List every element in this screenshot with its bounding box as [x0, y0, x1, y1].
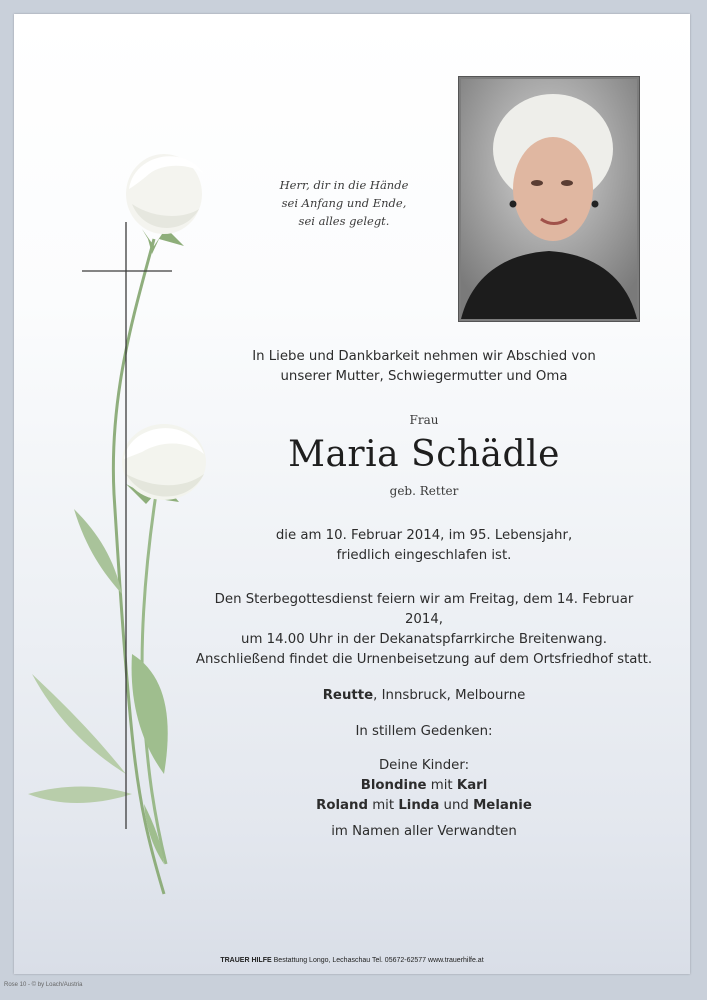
family-member: Melanie	[473, 798, 532, 813]
service-line: Anschließend findet die Urnenbeisetzung auf dem Ortsfriedhof statt.	[195, 652, 653, 667]
intro-text	[194, 347, 654, 387]
verse-line: Herr, dir in die Hände	[279, 178, 409, 192]
places-line	[194, 686, 654, 706]
family-member: Blondine	[360, 778, 427, 793]
portrait-image	[461, 79, 637, 319]
place-rest: , Innsbruck, Melbourne	[373, 688, 526, 703]
bible-verse	[264, 176, 424, 230]
death-info-line: die am 10. Februar 2014, im 95. Lebensjahr,	[275, 528, 573, 543]
birth-name: geb. Retter	[389, 484, 459, 498]
family-member: Karl	[456, 778, 488, 793]
salutation: Frau	[409, 413, 439, 427]
obituary-card	[14, 14, 690, 974]
funeral-home-footer	[14, 957, 690, 964]
footer-text: Bestattung Longo, Lechaschau Tel. 05672-62577 www.trauerhilfe.at	[271, 957, 484, 964]
portrait-photo	[461, 79, 637, 319]
funeral-service-info	[194, 590, 654, 670]
place-main: Reutte	[322, 688, 374, 703]
intro-line: unserer Mutter, Schwiegermutter und Oma	[280, 369, 568, 384]
death-info-line: friedlich eingeschlafen ist.	[336, 548, 512, 563]
service-line: Den Sterbegottesdienst feiern wir am Freitag, dem 14. Februar 2014,	[214, 592, 634, 627]
family-closing: im Namen aller Verwandten	[331, 824, 517, 839]
verse-line: sei Anfang und Ende,	[281, 196, 407, 210]
image-credit: Rose 10 - © by Loach/Austria	[4, 982, 83, 988]
verse-line: sei alles gelegt.	[298, 214, 390, 228]
service-line: um 14.00 Uhr in der Dekanatspfarrkirche Breitenwang.	[241, 632, 607, 647]
memory-line: In stillem Gedenken:	[355, 724, 493, 739]
joiner: mit	[426, 778, 457, 793]
footer-brand: TRAUER HILFE	[220, 957, 272, 964]
family-list	[194, 756, 654, 842]
joiner: und	[439, 798, 474, 813]
family-pair	[194, 776, 654, 796]
intro-line: In Liebe und Dankbarkeit nehmen wir Abschied von	[252, 349, 596, 364]
joiner: mit	[367, 798, 399, 813]
death-info	[194, 526, 654, 566]
family-pair	[194, 796, 654, 816]
deceased-name: Maria Schädle	[288, 434, 560, 475]
family-member: Roland	[316, 798, 368, 813]
portrait-photo-frame	[458, 76, 640, 322]
family-member: Linda	[398, 798, 440, 813]
family-heading: Deine Kinder:	[378, 758, 470, 773]
